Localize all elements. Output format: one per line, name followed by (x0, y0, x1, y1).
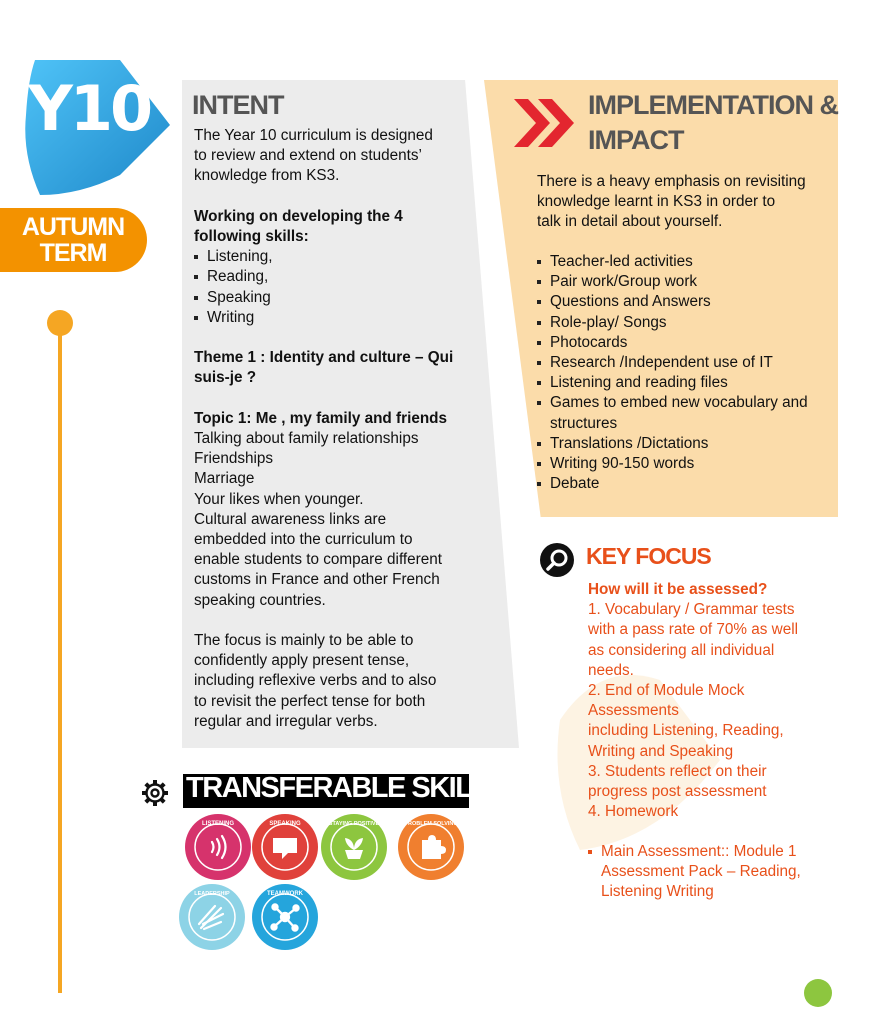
intent-intro-line: The Year 10 curriculum is designed (194, 127, 433, 144)
staying-positive-skill-badge (321, 814, 387, 880)
topic-line: embedded into the curriculum to (194, 531, 413, 549)
topic-line: Your likes when younger. (194, 490, 364, 508)
list-item: Questions and Answers (537, 292, 827, 312)
focus-line: confidently apply present tense, (194, 652, 410, 670)
key-focus-title: KEY FOCUS (586, 543, 711, 569)
search-icon (540, 543, 574, 577)
theme-heading: Theme 1 : Identity and culture – Qui (194, 349, 454, 367)
assessment-line: Writing and Speaking (588, 742, 734, 760)
main-assessment-list (588, 842, 833, 903)
listening-skill-badge (185, 814, 251, 880)
assessment-line: with a pass rate of 70% as well (588, 621, 799, 639)
term-label: AUTUMN TERM (21, 213, 125, 267)
theme-heading: suis-je ? (194, 369, 257, 387)
assessment-line: 3. Students reflect on their (588, 762, 767, 780)
speaking-skill-badge (252, 814, 318, 880)
topic-line: speaking countries. (194, 591, 326, 609)
topic-heading: Topic 1: Me , my family and friends (194, 409, 448, 427)
focus-line: The focus is mainly to be able to (194, 632, 414, 650)
implementation-list (537, 252, 827, 494)
skills-list (194, 247, 474, 328)
assessment-question: How will it be assessed? (588, 581, 768, 598)
double-chevron-icon (512, 95, 578, 151)
assessment-line: progress post assessment (588, 783, 767, 801)
list-item: Listening and reading files (537, 373, 827, 393)
skill-label: LISTENING (201, 821, 235, 827)
intent-title: INTENT (192, 90, 284, 120)
leadership-skill-badge (179, 884, 245, 950)
assessment-line: including Listening, Reading, (588, 722, 784, 740)
skill-label: PROBLEM SOLVING (404, 821, 458, 827)
list-item: Debate (537, 474, 827, 494)
focus-line: including reflexive verbs and to also (194, 672, 437, 690)
key-focus-body (588, 580, 833, 822)
list-item: Role-play/ Songs (537, 313, 827, 333)
topic-line: enable students to compare different (194, 551, 443, 569)
assessment-line: 2. End of Module Mock (588, 682, 745, 700)
list-item: Reading, (194, 267, 474, 287)
skill-label: SPEAKING (269, 821, 301, 827)
assessment-line: 4. Homework (588, 803, 679, 821)
teamwork-skill-badge (252, 884, 318, 950)
implementation-title: IMPLEMENTATION & IMPACT (588, 90, 838, 155)
list-item: Photocards (537, 333, 827, 353)
intent-intro-line: knowledge from KS3. (194, 167, 340, 185)
list-item: Speaking (194, 288, 474, 308)
assessment-line: needs. (588, 661, 634, 679)
assessment-line: 1. Vocabulary / Grammar tests (588, 601, 795, 619)
list-item: Pair work/Group work (537, 272, 827, 292)
list-item: Research /Independent use of IT (537, 353, 827, 373)
list-item: Listening, (194, 247, 474, 267)
topic-line: Cultural awareness links are (194, 510, 387, 528)
transferable-skills-title: TRANSFERABLE SKILLS: (186, 772, 514, 804)
focus-line: to revisit the perfect tense for both (194, 692, 426, 710)
intent-intro-line: to review and extend on students’ (194, 147, 422, 165)
list-item: Games to embed new vocabulary and structures (537, 393, 827, 433)
skills-heading: Working on developing the 4 (194, 207, 403, 225)
problem-solving-skill-badge (398, 814, 464, 880)
year-label: Y10 (28, 72, 151, 145)
skill-label: LEADERSHIP (194, 891, 230, 897)
skill-label: TEAMWORK (267, 891, 303, 897)
assessment-line: Assessments (588, 702, 679, 720)
topic-line: customs in France and other French (194, 571, 440, 589)
topic-line: Friendships (194, 450, 274, 468)
assessment-line: as considering all individual (588, 641, 775, 659)
list-item: Teacher-led activities (537, 252, 827, 272)
list-item: Writing (194, 308, 474, 328)
main-assessment-item: Main Assessment:: Module 1 Assessment Pack – Reading, Listening Writing (588, 842, 833, 903)
intent-body (194, 126, 474, 732)
implementation-intro: There is a heavy emphasis on revisiting knowledge learnt in KS3 in order to talk in detail about yourself. (537, 173, 806, 231)
skill-label: STAYING POSITIVE (328, 821, 380, 827)
topic-line: Talking about family relationships (194, 430, 419, 447)
skills-heading: following skills: (194, 228, 309, 245)
topic-line: Marriage (194, 470, 255, 488)
list-item: Translations /Dictations (537, 434, 827, 454)
gear-icon (140, 778, 170, 808)
list-item: Writing 90-150 words (537, 454, 827, 474)
focus-line: regular and irregular verbs. (194, 712, 378, 730)
